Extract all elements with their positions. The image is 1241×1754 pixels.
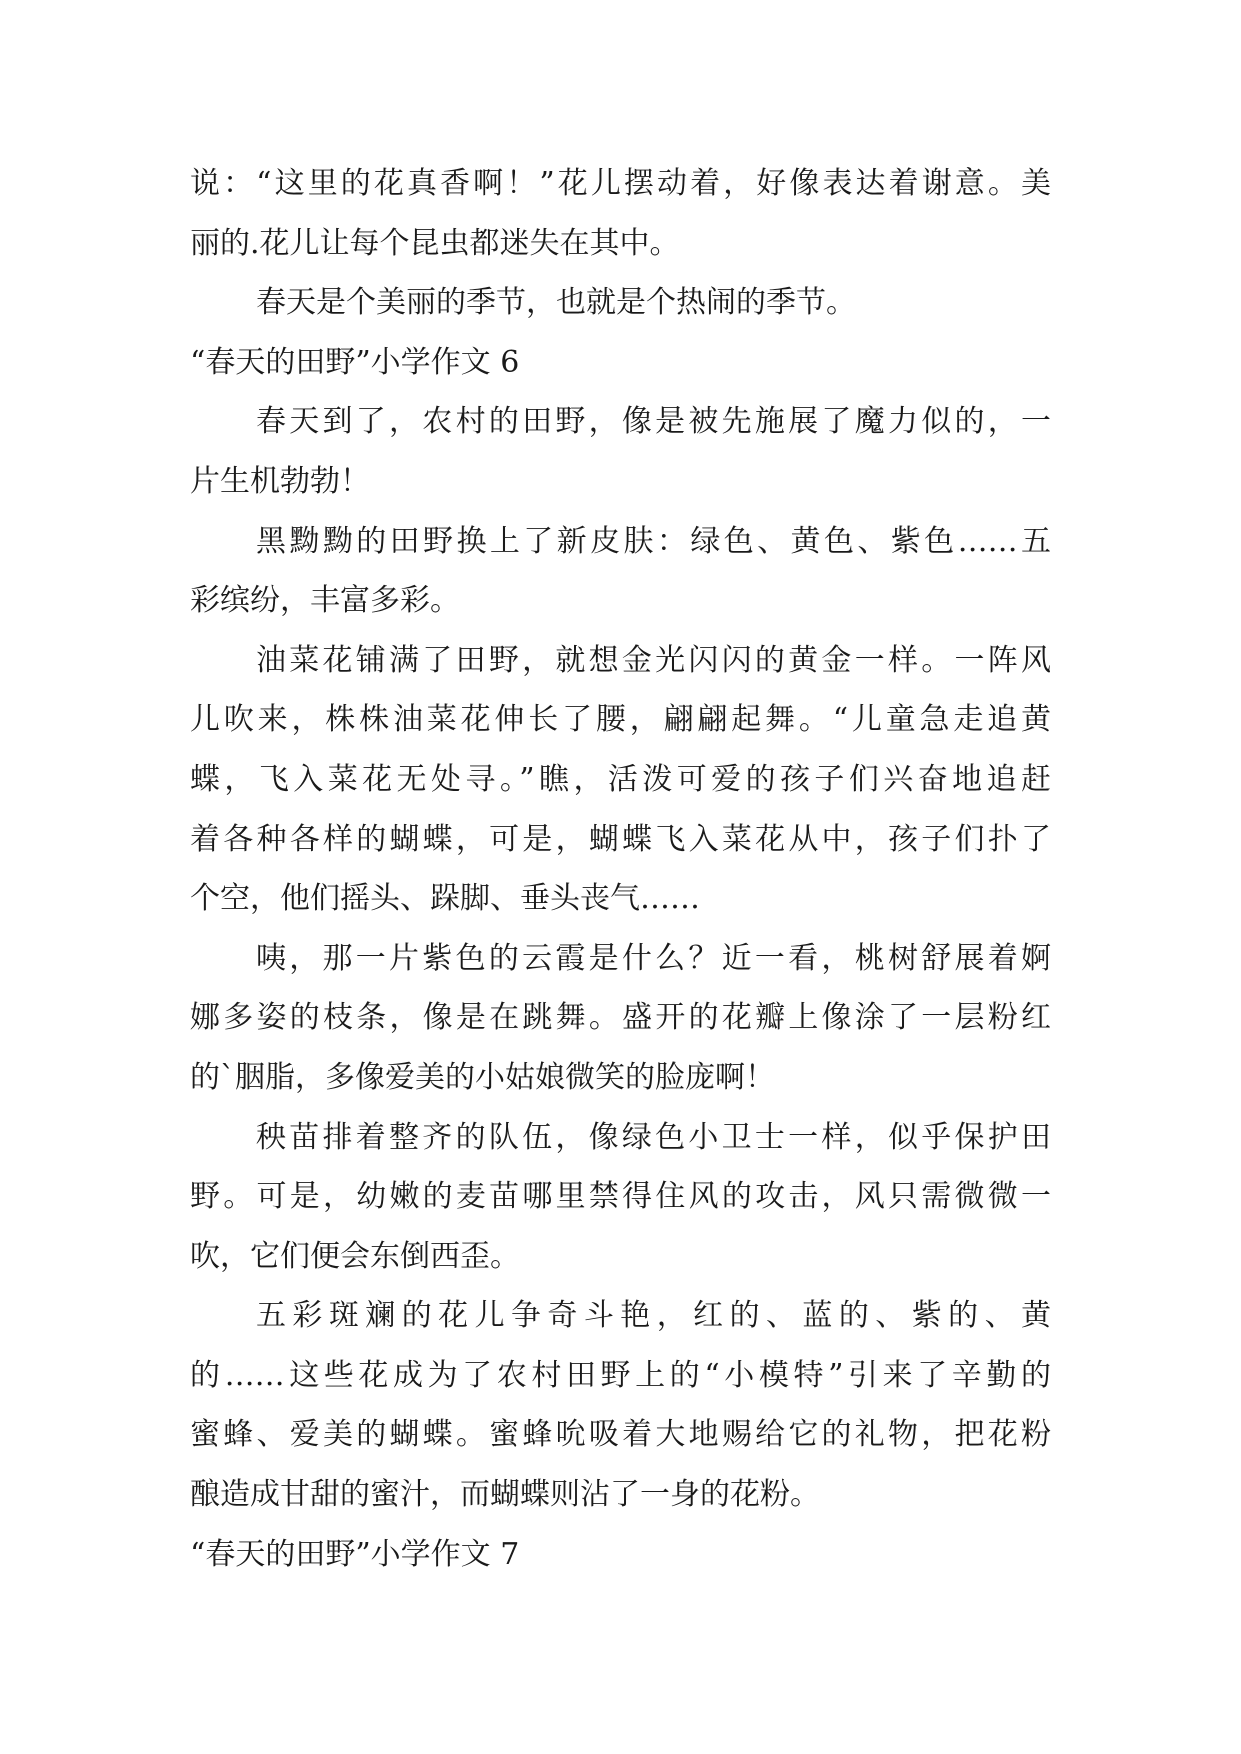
text-line: 彩缤纷，丰富多彩。	[190, 583, 460, 619]
text-line: 五彩斑斓的花儿争奇斗艳，红的、蓝的、紫的、黄	[256, 1298, 1051, 1334]
document-body	[190, 154, 1051, 1584]
paragraph	[190, 273, 1051, 333]
text-line: 的`胭脂，多像爱美的小姑娘微笑的脸庞啊！	[190, 1059, 775, 1095]
text-line: 吹，它们便会东倒西歪。	[190, 1238, 520, 1274]
paragraph	[190, 512, 1051, 631]
text-line: 春天到了，农村的田野，像是被先施展了魔力似的，一	[256, 404, 1051, 440]
text-line: 的……这些花成为了农村田野上的“小模特”引来了辛勤的	[190, 1357, 1051, 1393]
text-line: 蜜蜂、爱美的蝴蝶。蜜蜂吮吸着大地赐给它的礼物，把花粉	[190, 1417, 1051, 1453]
text-line: 娜多姿的枝条，像是在跳舞。盛开的花瓣上像涂了一层粉红	[190, 1000, 1051, 1036]
paragraph	[190, 392, 1051, 511]
text-line: 个空，他们摇头、跺脚、垂头丧气……	[190, 881, 700, 917]
text-line: 说：“这里的花真香啊！”花儿摆动着，好像表达着谢意。美	[190, 166, 1051, 201]
text-line: 蝶，飞入菜花无处寻。”瞧，活泼可爱的孩子们兴奋地追赶	[190, 761, 1051, 797]
text-line: 酿造成甘甜的蜜汁，而蝴蝶则沾了一身的花粉。	[190, 1477, 820, 1513]
text-line: 片生机勃勃！	[190, 463, 370, 499]
heading-text: “春天的田野”小学作文 6	[190, 344, 520, 380]
text-line: 野。可是，幼嫩的麦苗哪里禁得住风的攻击，风只需微微一	[190, 1179, 1051, 1215]
paragraph	[190, 1108, 1051, 1287]
text-line: 丽的.花儿让每个昆虫都迷失在其中。	[190, 225, 680, 261]
paragraph	[190, 154, 1051, 273]
paragraph	[190, 1286, 1051, 1524]
text-line: 着各种各样的蝴蝶，可是，蝴蝶飞入菜花从中，孩子们扑了	[190, 821, 1051, 857]
text-line: 黑黝黝的田野换上了新皮肤：绿色、黄色、紫色……五	[256, 523, 1051, 559]
text-line: 油菜花铺满了田野，就想金光闪闪的黄金一样。一阵风	[256, 642, 1051, 678]
section-heading	[190, 1525, 1051, 1585]
text-line: 春天是个美丽的季节，也就是个热闹的季节。	[256, 285, 856, 321]
text-line: 儿吹来，株株油菜花伸长了腰，翩翩起舞。“儿童急走追黄	[190, 702, 1051, 738]
section-heading	[190, 333, 1051, 393]
paragraph	[190, 631, 1051, 929]
text-line: 秧苗排着整齐的队伍，像绿色小卫士一样，似乎保护田	[256, 1119, 1051, 1155]
heading-text: “春天的田野”小学作文 7	[190, 1536, 520, 1572]
text-line: 咦，那一片紫色的云霞是什么？近一看，桃树舒展着婀	[256, 940, 1051, 976]
paragraph	[190, 929, 1051, 1108]
